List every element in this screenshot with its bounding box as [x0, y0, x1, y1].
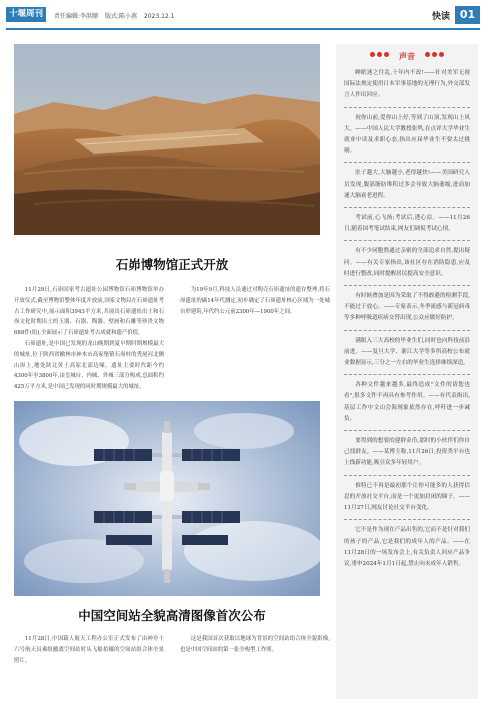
header-rule	[6, 28, 480, 30]
space-station-photo	[14, 401, 320, 596]
article-paragraph: 这是我国首次获取以地球为背景的空间站组合体全貌影像,也是中国空间站的第一张全构型工作照。	[180, 636, 330, 653]
quote-divider	[344, 285, 470, 286]
article-paragraph: 11月28日,中国载人航天工程办公室正式发布了由神舟十六号航天员乘组撤离空间站时从飞船拍摄的空间站组合体全景照片。	[14, 636, 164, 664]
article-body-shimao	[14, 285, 330, 401]
quote-divider	[344, 519, 470, 520]
quote-divider	[344, 475, 470, 476]
article-headline-shimao: 石峁博物馆正式开放	[115, 257, 229, 272]
quote-item: 有不少同胞熬通过亲密的全部追求自然,提出疑问。——有关专家指出,该社区存在消防隐患,应及时进行整改,同时提醒居民提高安全意识。	[344, 248, 470, 277]
section-name: 快读	[431, 12, 450, 22]
article-column	[14, 285, 164, 401]
article-paragraph: 石峁遗址,是中国已发现的龙山晚期到夏早期时期规模最大的城址,位于陕西省榆林市神木市高家堡镇石峁村的秃尾河北侧山峁上,地处陕北黄土高原北部边缘。遗址主要时代距今约4300年至3800年,由皇城台、内城、外城三部分构成,总面积约425万平方米,是中国已发现的同时期规模最大的城址。	[14, 340, 164, 391]
quote-divider	[344, 374, 470, 375]
article-column	[14, 634, 164, 690]
quote-item: 推特已不再是最初那个让你可能多的人获得信息的开放社交平台,而是一个更加封闭的圈子。——11月27日,网友讨论社交平台变化。	[344, 482, 470, 512]
quote-item: 各种文件越来越多,最终造成"文件的请您也看",很多文件不再具有参考作用。——有代表指出,基层工作中文山会海现象依然存在,呼吁进一步减负。	[344, 382, 470, 422]
page-number: 01	[455, 6, 480, 24]
voices-sidebar	[336, 44, 478, 699]
quote-item: 要得到的想要的建群金币,那时的小伙伴们你自己找群友。——某博主称,11月26日,投资类平台也上线新功能,吸引众多年轻用户。	[344, 438, 470, 467]
quote-item: 考试前,心飞扬;考试后,透心凉。——11月26日,随着国考笔试结束,网友们调侃考试心情。	[344, 215, 470, 233]
sidebar-header	[336, 44, 478, 66]
layout-credit: 版式:陈小燕	[104, 13, 137, 20]
article-body-space-station	[14, 634, 330, 690]
article-headline-space-station: 中国空间站全貌高清图像首次公布	[78, 608, 266, 623]
publication-logo: 十堰周刊	[6, 7, 46, 22]
article-column	[180, 634, 330, 690]
quote-item: 睡眠迷之往乱,十年内不改!——针对美军无视国际法规定使用日本军事基地的无理行为,外交部发言人作出回应。	[344, 70, 470, 99]
article-paragraph: 为19年9月,科技人员通过对陶壳石峁遗址的遗存整理,将石峁遗址的碳14年代测定,初步确定了石峁遗址核心区域为一处城台形建筑,年代约公元前2300年—1900年之间。	[180, 287, 330, 315]
quote-item: 肚子越大,大脑越小,老得越快!——美国研究人员发现,腹部脂肪堆积过多会导致大脑萎缩,进而加速大脑衰老进程。	[344, 170, 470, 199]
quote-divider	[344, 207, 470, 208]
main-column	[14, 44, 330, 690]
editor-credit: 责任编辑:李洪顺	[54, 13, 99, 20]
quote-item: 祝你山前,爱你山上好,等到了山顶,发现山上风大。——中国人民大学教授张鸣,在点评大学毕业生就业中谈及求职心态,指出应届毕业生不要太过挑剔。	[344, 114, 470, 155]
quote-divider	[344, 162, 470, 163]
quote-divider	[344, 430, 470, 431]
article-column	[180, 285, 330, 401]
quote-divider	[344, 107, 470, 108]
quote-divider	[344, 240, 470, 241]
sidebar-title: 声音	[399, 52, 415, 61]
quote-item: 它不是作为现在产品出售的,它而不是针对我们的孩子的产品,它是我们的成年人的产品。——在11月28日的一场发布会上,有关负责人回应产品争议,重申2024年1月1日起,禁止向未成年人销售。	[344, 527, 470, 567]
quote-divider	[344, 330, 470, 331]
quote-list	[336, 66, 478, 570]
issue-date: 2023.12.1	[143, 13, 175, 20]
shimao-site-photo	[14, 44, 320, 235]
quote-item: 满眼入三大高校的毕业生们,同时也向科技前沿前进。——复旦大学、浙江大学等多所高校公布就业数据显示,三分之一左右的毕业生选择继续深造。	[344, 337, 470, 367]
article-paragraph: 11月29日,石峁国家考古遗址公园博物馆石峁博物馆举办开放仪式,截至博物馆整体年度开放前,国家文物局在石峁遗址考古工作研究中,展示面积3943平方米,共展出石峁遗址出土和石峁文化时期出土的玉器、石器、陶器、壁画和石雕等珍贵文物688件(组),全面展示了石峁遗址考古成就和遗产价值。	[14, 287, 164, 337]
editors-line	[54, 11, 179, 20]
page-header	[6, 4, 480, 26]
quote-item: 有时候叠加是因为采取了不得敢避的检测手段,不能过于放心。——专家表示,冬季流感与新冠病毒等多种呼吸道疾病交替出现,公众应做好防护。	[344, 293, 470, 322]
